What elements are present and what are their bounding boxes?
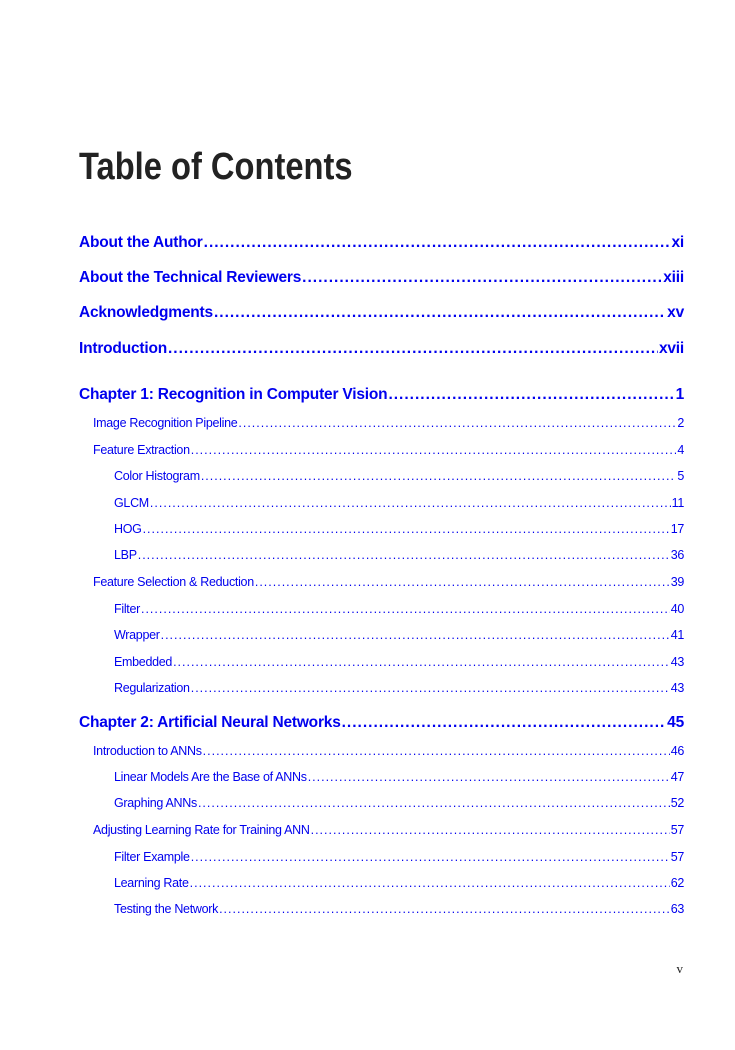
toc-entry-page: 57 bbox=[670, 850, 684, 864]
toc-entry-page: 2 bbox=[677, 416, 684, 430]
toc-entry-page: xiii bbox=[663, 269, 684, 286]
toc-entry-learning-rate[interactable] bbox=[114, 876, 684, 890]
toc-entry-page: 5 bbox=[677, 469, 684, 483]
leader-dots bbox=[138, 548, 670, 562]
toc-entry-label: Image Recognition Pipeline bbox=[93, 416, 238, 430]
toc-entry-label: Chapter 1: Recognition in Computer Vision bbox=[79, 386, 388, 403]
leader-dots bbox=[238, 416, 676, 430]
toc-entry-page: 11 bbox=[671, 496, 684, 510]
leader-dots bbox=[190, 876, 670, 890]
toc-entry-page: 57 bbox=[670, 823, 684, 837]
toc-entry-page: xv bbox=[667, 304, 684, 321]
toc-entry-page: 4 bbox=[677, 443, 684, 457]
toc-entry-page: 46 bbox=[670, 744, 684, 758]
toc-entry-label: Acknowledgments bbox=[79, 304, 213, 321]
toc-entry-label: Embedded bbox=[114, 655, 173, 669]
toc-entry-color-histogram[interactable] bbox=[114, 469, 684, 483]
toc-entry-acknowledgments[interactable] bbox=[79, 304, 684, 322]
page-title: Table of Contents bbox=[79, 146, 353, 188]
leader-dots bbox=[168, 340, 658, 358]
leader-dots bbox=[214, 304, 666, 322]
leader-dots bbox=[191, 850, 670, 864]
toc-entry-label: Graphing ANNs bbox=[114, 796, 197, 810]
toc-entry-testing-the-network[interactable] bbox=[114, 902, 684, 916]
toc-entry-label: Filter Example bbox=[114, 850, 190, 864]
leader-dots bbox=[342, 714, 667, 732]
toc-entry-feature-extraction[interactable] bbox=[93, 443, 684, 457]
toc-entry-label: Adjusting Learning Rate for Training ANN bbox=[93, 823, 310, 837]
leader-dots bbox=[201, 469, 677, 483]
toc-entry-page: 43 bbox=[670, 681, 684, 695]
toc-entry-page: xi bbox=[671, 234, 684, 251]
toc-entry-label: HOG bbox=[114, 522, 142, 536]
toc-entry-label: Testing the Network bbox=[114, 902, 219, 916]
toc-entry-technical-reviewers[interactable] bbox=[79, 269, 684, 287]
toc-entry-page: 39 bbox=[670, 575, 684, 589]
toc-entry-page: 47 bbox=[670, 770, 684, 784]
toc-entry-adjusting-learning-rate[interactable] bbox=[93, 823, 684, 837]
leader-dots bbox=[141, 602, 670, 616]
toc-entry-page: 45 bbox=[667, 714, 684, 731]
leader-dots bbox=[388, 386, 674, 404]
toc-entry-label: Chapter 2: Artificial Neural Networks bbox=[79, 714, 341, 731]
leader-dots bbox=[143, 522, 670, 536]
toc-entry-label: LBP bbox=[114, 548, 137, 562]
leader-dots bbox=[173, 655, 670, 669]
toc-entry-chapter-1[interactable] bbox=[79, 386, 684, 404]
toc-entry-page: 17 bbox=[670, 522, 684, 536]
leader-dots bbox=[219, 902, 670, 916]
toc-entry-page: 40 bbox=[670, 602, 684, 616]
toc-entry-label: Regularization bbox=[114, 681, 190, 695]
toc-entry-label: Feature Selection & Reduction bbox=[93, 575, 254, 589]
toc-entry-label: Learning Rate bbox=[114, 876, 189, 890]
toc-entry-image-recognition-pipeline[interactable] bbox=[93, 416, 684, 430]
toc-entry-graphing-anns[interactable] bbox=[114, 796, 684, 810]
toc-entry-page: 63 bbox=[670, 902, 684, 916]
toc-entry-chapter-2[interactable] bbox=[79, 714, 684, 732]
toc-entry-wrapper[interactable] bbox=[114, 628, 684, 642]
page-number: v bbox=[676, 961, 683, 976]
toc-entry-about-author[interactable] bbox=[79, 234, 684, 252]
toc-entry-label: Feature Extraction bbox=[93, 443, 190, 457]
leader-dots bbox=[311, 823, 670, 837]
toc-entry-page: 1 bbox=[675, 386, 684, 403]
leader-dots bbox=[191, 443, 677, 457]
toc-entry-introduction-to-anns[interactable] bbox=[93, 744, 684, 758]
toc-entry-label: GLCM bbox=[114, 496, 149, 510]
toc-entry-page: 41 bbox=[670, 628, 684, 642]
toc-entry-embedded[interactable] bbox=[114, 655, 684, 669]
toc-entry-page: xvii bbox=[658, 340, 684, 357]
toc-entry-filter[interactable] bbox=[114, 602, 684, 616]
leader-dots bbox=[302, 269, 662, 287]
leader-dots bbox=[191, 681, 670, 695]
toc-entry-label: Introduction to ANNs bbox=[93, 744, 202, 758]
toc-entry-label: Linear Models Are the Base of ANNs bbox=[114, 770, 307, 784]
toc-entry-filter-example[interactable] bbox=[114, 850, 684, 864]
toc-entry-page: 52 bbox=[670, 796, 684, 810]
leader-dots bbox=[308, 770, 670, 784]
toc-entry-glcm[interactable] bbox=[114, 496, 684, 510]
toc-entry-label: Filter bbox=[114, 602, 140, 616]
toc-entry-feature-selection[interactable] bbox=[93, 575, 684, 589]
leader-dots bbox=[150, 496, 671, 510]
toc-entry-hog[interactable] bbox=[114, 522, 684, 536]
leader-dots bbox=[204, 234, 671, 252]
toc-entry-lbp[interactable] bbox=[114, 548, 684, 562]
toc-entry-regularization[interactable] bbox=[114, 681, 684, 695]
toc-entry-linear-models[interactable] bbox=[114, 770, 684, 784]
toc-entry-page: 62 bbox=[670, 876, 684, 890]
toc-entry-label: Color Histogram bbox=[114, 469, 200, 483]
toc-entry-label: About the Author bbox=[79, 234, 203, 251]
toc-entry-label: Wrapper bbox=[114, 628, 160, 642]
leader-dots bbox=[255, 575, 670, 589]
toc-entry-label: Introduction bbox=[79, 340, 167, 357]
leader-dots bbox=[198, 796, 670, 810]
toc-entry-label: About the Technical Reviewers bbox=[79, 269, 302, 286]
toc-entry-page: 36 bbox=[670, 548, 684, 562]
toc-entry-introduction[interactable] bbox=[79, 340, 684, 358]
leader-dots bbox=[161, 628, 670, 642]
leader-dots bbox=[203, 744, 670, 758]
toc-entry-page: 43 bbox=[670, 655, 684, 669]
